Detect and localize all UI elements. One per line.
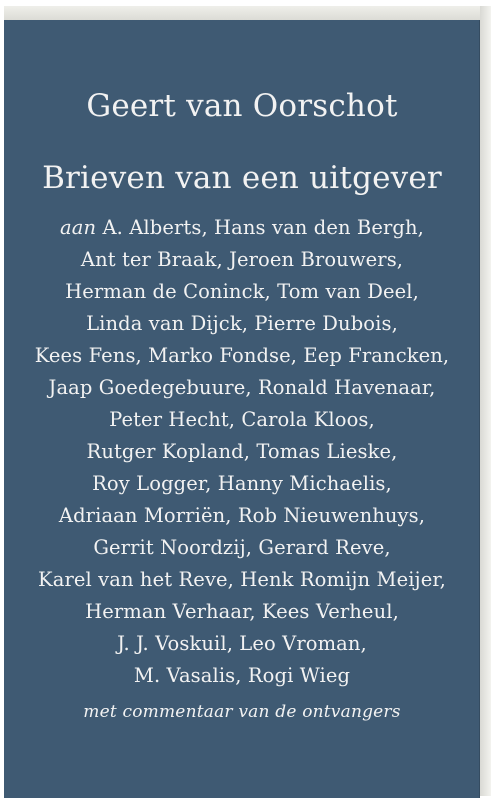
recipient-list [4, 212, 480, 692]
recipient-line: M. Vasalis, Rogi Wieg [133, 664, 351, 687]
recipient-line: aan A. Alberts, Hans van den Bergh, [60, 216, 424, 239]
recipient-line: Jaap Goedegebuure, Ronald Havenaar, [48, 376, 436, 399]
book-cover [4, 20, 480, 798]
book-page-edge [480, 6, 491, 796]
recipient-line: Peter Hecht, Carola Kloos, [109, 408, 375, 431]
recipient-line: Adriaan Morriën, Rob Nieuwenhuys, [58, 504, 426, 527]
book-subtitle: met commentaar van de ontvangers [83, 702, 401, 722]
author-name: Geert van Oorschot [86, 88, 398, 124]
book-title: Brieven van een uitgever [42, 160, 442, 196]
recipient-line: Gerrit Noordzij, Gerard Reve, [93, 536, 391, 559]
aan-label: aan [60, 216, 97, 239]
recipient-line: Roy Logger, Hanny Michaelis, [92, 472, 392, 495]
recipient-line: J. J. Voskuil, Leo Vroman, [117, 632, 367, 655]
recipient-line: Herman Verhaar, Kees Verheul, [85, 600, 399, 623]
recipient-line: Linda van Dijck, Pierre Dubois, [86, 312, 398, 335]
recipient-line: Karel van het Reve, Henk Romijn Meijer, [38, 568, 446, 591]
recipient-line: Ant ter Braak, Jeroen Brouwers, [80, 248, 404, 271]
recipient-line: Rutger Kopland, Tomas Lieske, [86, 440, 398, 463]
book-top-edge [4, 6, 491, 20]
recipient-line: Kees Fens, Marko Fondse, Eep Francken, [34, 344, 450, 367]
recipient-line: Herman de Coninck, Tom van Deel, [65, 280, 419, 303]
